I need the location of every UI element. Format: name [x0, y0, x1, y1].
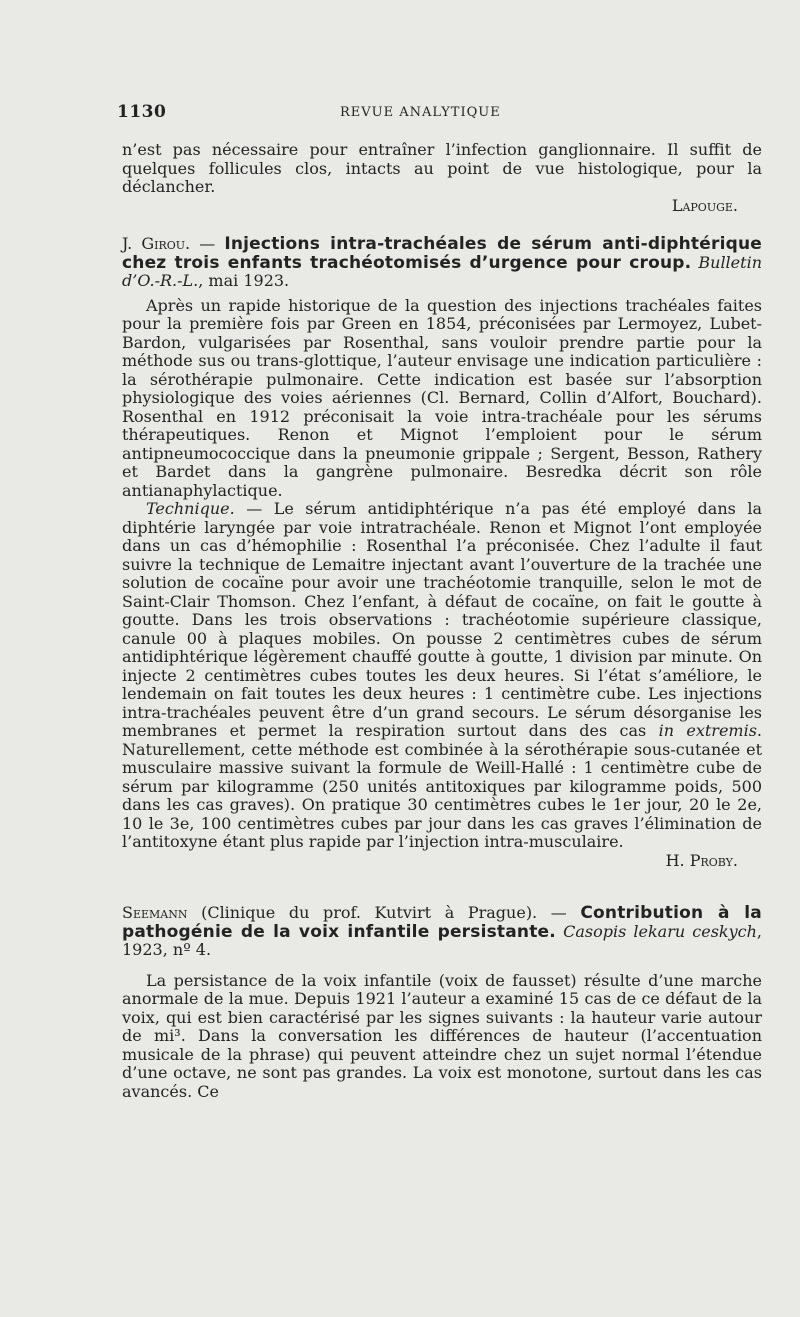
technique-text-a: — Le sérum antidiphtérique n’a pas été employé dans la diphtérie laryngée par voie intratrachéale. Renon et Mignot l’ont employée dans un cas d’hémophilie : Rosenthal l’a préconisée. Chez l’adulte il faut suivre la technique de Lemaitre injectant avant l’ouverture de la trachée une solution de cocaïne pour avoir une trachéotomie tranquille, selon le mot de Saint-Clair Thomson. Chez l’enfant, à défaut de cocaïne, on fait le goutte à goutte. Dans les trois observations : trachéotomie supérieure classique, canule 00 à plaques mobiles. On pousse 2 centimètres cubes de sérum antidiphtérique légèrement chauffé goutte à goutte, 1 division par minute. On injecte 2 centimètres cubes toutes les deux heures. Si l’état s’améliore, le lendemain on fait toutes les deux heures : 1 centimètre cube. Les injections intra-trachéales peuvent être d’un grand secours. Le sérum désorganise les membranes et permet la respiration surtout dans des cas	[122, 499, 762, 740]
article-2-heading	[122, 904, 762, 960]
article-1-title: Injections intra-trachéales de sérum anti-diphtérique chez trois enfants trachéotomisés d’urgence pour croup.	[122, 234, 762, 273]
article-2-affiliation: (Clinique du prof. Kutvirt à Prague). —	[187, 903, 581, 922]
technique-italic: in extremis	[658, 721, 757, 740]
article-1-author: J. Girou.	[122, 234, 191, 253]
article-1-signature: H. Proby.	[665, 850, 738, 870]
article-2-paragraph-1: La persistance de la voix infantile (voix de fausset) résulte d’une marche anormale de la mue. Depuis 1921 l’auteur a examiné 15 cas de ce défaut de la voix, qui est bien caractérisé par les signes suivants : la hauteur varie autour de mi³. Dans la conversation les différences de hauteur (l’accentuation musicale de la phrase) qui peuvent atteindre chez un sujet normal l’étendue d’une octave, ne sont pas grandes. La voix est monotone, surtout dans les cas avancés. Ce	[122, 970, 762, 1101]
article-1-source: Bulletin d’O.-R.-L.	[122, 252, 762, 290]
article-1-date: , mai 1923.	[198, 271, 290, 290]
intro-signature: Lapouge.	[671, 195, 738, 215]
page-number: 1130	[117, 102, 167, 122]
article-1-heading	[122, 235, 762, 291]
page-header	[117, 102, 767, 126]
article-1-dash: —	[190, 234, 225, 253]
article-2-date: , 1923, nº 4.	[122, 921, 763, 959]
article-2-title: Contribution à la pathogénie de la voix infantile persistante.	[122, 903, 762, 942]
intro-paragraph: n’est pas nécessaire pour entraîner l’infection ganglionnaire. Il suffit de quelques follicules clos, intacts au point de vue histologique, pour la déclancher.	[122, 140, 762, 196]
article-1-paragraph-2	[122, 500, 762, 852]
article-2-author: Seemann	[122, 903, 188, 922]
running-title: REVUE ANALYTIQUE	[340, 105, 501, 120]
technique-label: Technique.	[146, 499, 235, 518]
article-1-paragraph-1: Après un rapide historique de la question des injections trachéales faites pour la première fois par Green en 1854, préconisées par Lermoyez, Lubet-Bardon, vulgarisées par Rosenthal, sans vouloir prendre partie pour la méthode sus ou trans-glottique, l’auteur envisage une indication particulière : la sérothérapie pulmonaire. Cette indication est basée sur l’absorption physiologique des voies aériennes (Cl. Bernard, Collin d’Alfort, Bouchard). Rosenthal en 1912 préconisait la voie intra-trachéale pour les sérums thérapeutiques. Renon et Mignot l’emploient pour le sérum antipneumococcique dans la pneumonie grippale ; Sergent, Besson, Rathery et Bardet dans la gangrène pulmonaire. Besredka décrit son rôle antianaphylactique.	[122, 295, 762, 500]
technique-text-b: . Naturellement, cette méthode est combinée à la sérothérapie sous-cutanée et musculaire massive suivant la formule de Weill-Hallé : 1 centimètre cube de sérum par kilogramme (250 unités antitoxiques par kilogramme poids, 500 dans les cas graves). On pratique 30 centimètres cubes le 1er jour, 20 le 2e, 10 le 3e, 100 centimètres cubes par jour dans les cas graves l’élimination de l’antitoxyne étant plus rapide par l’injection intra-musculaire.	[122, 721, 763, 851]
article-2-source: Casopis lekaru ceskych	[563, 921, 757, 941]
body-text	[122, 141, 762, 1101]
